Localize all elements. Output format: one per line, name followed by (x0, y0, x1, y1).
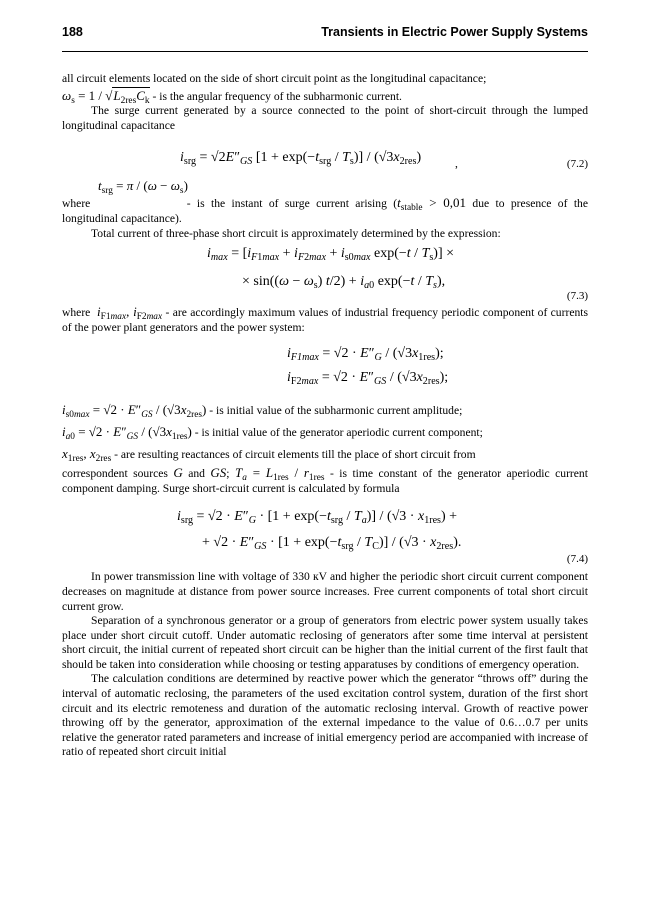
stable-value: 0,01 (443, 195, 467, 211)
paragraph: all circuit elements located on the side of short circuit point as the longitudinal capacitance; (62, 72, 487, 85)
equation-7-3: $i_{max} = [i_{F1max} + i_{F2max} + i_{s0max}$ $\exp(-t / T_s)$] × × $\sin((\omega - \omega_s)$ $t/2) + i_{a0}$ $\exp(-t / T_s)$, (7.3) (207, 246, 588, 303)
paragraph: where - is the instant of surge current arising ($t_{stable} > 0,01$ due to presence of the longitudinal capacitance). (62, 195, 588, 225)
paragraph: Total current of three-phase short circuit is approximately determined by the expression: (91, 226, 501, 240)
paragraph: $i_{a0} = √2 \cdot E''_{GS} / (√3x_{1res})$ - is initial value of the generator aperiodic current component; (62, 423, 483, 442)
equation-number: (7.4) (566, 553, 588, 566)
text-span: - is the angular frequency of the subharmonic current. (149, 89, 402, 103)
text-span: - are accordingly maximum values of industrial frequency periodic component of currents of the power plant generators and the power system: (62, 306, 589, 334)
text-span: due to presence of the longitudinal capacitance). (62, 197, 588, 225)
paragraph: Separation of a synchronous generator or a group of generators from electric power system usually takes place under short circuit cutoff. Under automatic reclosing of generators after some time interval at persistent short circuit, the initial current of repeated short circuit can be higher than the initial current of the first fault that should be taken into consideration while choosing or testing apparatuses by conditions of emergency operation. (62, 614, 588, 671)
text-span: - is the instant of surge current arising ( (180, 197, 398, 211)
paragraph: correspondent sources G and GS; $T_a = L_{1res} / r_{1res}$ - is time constant of the generator aperiodic current component damping. Surge short-circuit current is calculated by formula (62, 465, 588, 495)
page-number: 188 (62, 25, 83, 39)
text-span: - are resulting reactances of circuit elements till the place of short circuit from (111, 447, 476, 461)
equation-7-4: $i_{srg} = √2 \cdot E''_G \cdot [1 + \exp(-t_{srg} / T_a)] / (√3 \cdot x_{1res})$ + + $√2 \cdot E''_{GS} \cdot [1 + \exp(-t_{srg} / T_C)] / (√3 \cdot x_{2res})$. (7.4) (177, 509, 588, 566)
body-text (62, 72, 588, 760)
text-span: and (188, 467, 205, 481)
formula-line: $t_{srg} = \pi / (\omega - \omega_s)$ (98, 178, 188, 197)
paragraph: The calculation conditions are determined by reactive power which the generator “throws off” during the interval of automatic reclosing, the parameters of the used excitation control system, duration of the first short circuit and its electric remoteness and duration of the automatic reclosing interval. Growth of reactive power throwing off by the generator, approximation of the external impedance to the value of 0.6…0.7 per units relative the generator rated parameters and increase of initial emergency period are accompanied with increase of ratio of repeated short circuit initial (62, 672, 588, 759)
paragraph: $x_{1res}$, $x_{2res}$ - are resulting reactances of circuit elements till the place of short circuit from (62, 445, 476, 464)
running-title: Transients in Electric Power Supply Systems (321, 25, 588, 39)
paragraph: In power transmission line with voltage of 330 кV and higher the periodic short circuit current component decreases on magnitude at distance from power source increases. Free current components of total short circuit current grow. (62, 570, 588, 613)
paragraph (62, 89, 588, 105)
text-span: where (62, 306, 91, 320)
symbol-G: G (173, 465, 183, 481)
equation-number: (7.2) (566, 158, 588, 171)
text-span: - is initial value of the subharmonic current amplitude; (206, 404, 463, 418)
page-header (62, 23, 588, 52)
text-span: - is time constant of the generator aperiodic current component damping. Surge short-circuit current is calculated by formula (62, 467, 588, 495)
equation-number: (7.3) (566, 290, 588, 303)
equation-currents: $i_{F1max} = √2 \cdot E''_G / (√3x_{1res})$; $i_{F2max} = √2 \cdot E''_{GS} / (√3x_{2res})$; (287, 346, 449, 388)
paragraph: $i_{s0max} = √2 \cdot E''_{GS} / (√3x_{2res})$ - is initial value of the subharmonic current amplitude; (62, 402, 463, 421)
formula-omega-s: $\omega_s = 1 / √L_{2res}C_k$ (62, 87, 150, 106)
text-span: correspondent sources (62, 467, 168, 481)
symbol-GS: GS (210, 465, 227, 481)
equation-7-2: $i_{srg} = √2E''_{GS}$ $[1 + \exp(-t_{srg} / T_s)] / (√3x_{2res})$ , (7.2) (180, 150, 588, 171)
text-span: - is initial value of the generator aperiodic current component; (191, 425, 483, 439)
text-span: ; (226, 467, 230, 481)
paragraph: where $i_{F1max}$, $i_{F2max}$ - are accordingly maximum values of industrial frequency periodic component of currents of the power plant generators and the power system: (62, 304, 589, 334)
text-span: where (62, 197, 91, 211)
paragraph: The surge current generated by a source connected to the point of short-circuit through the lumped longitudinal capacitance (62, 104, 588, 132)
